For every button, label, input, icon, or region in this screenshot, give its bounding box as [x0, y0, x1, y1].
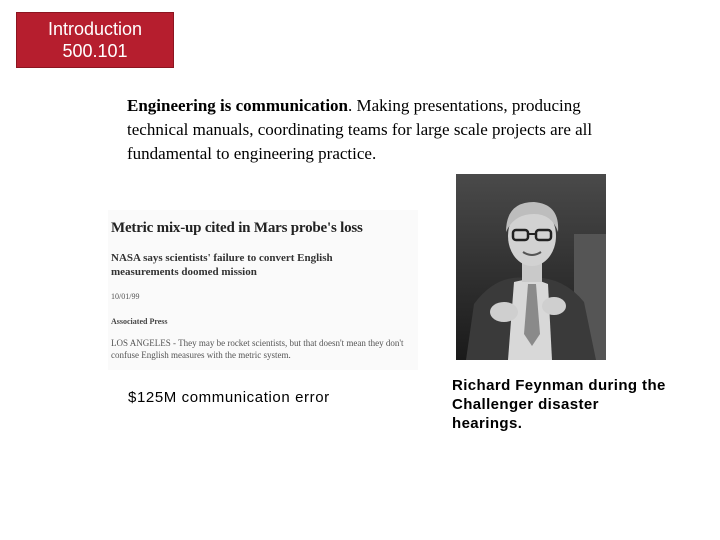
intro-bold: Engineering is communication — [127, 96, 349, 115]
person-photo-icon — [456, 174, 606, 360]
intro-paragraph — [127, 94, 607, 166]
clipping-source: Associated Press — [111, 317, 168, 326]
clipping-body: LOS ANGELES - They may be rocket scientists, but that doesn't mean they don't confuse English measures with the metric system. — [111, 338, 404, 360]
feynman-photo — [456, 174, 606, 360]
left-caption: $125M communication error — [128, 389, 330, 406]
right-caption: Richard Feynman during the Challenger disaster hearings. — [452, 377, 666, 432]
clipping-date: 10/01/99 — [111, 292, 140, 301]
clipping-subheadline: NASA says scientists' failure to convert English measurements doomed mission — [111, 252, 333, 278]
intro-rest: . Making presentations, producing technical manuals, coordinating teams for large scale projects are all fundamental to engineering practice. — [127, 96, 593, 163]
clipping-headline: Metric mix-up cited in Mars probe's loss — [111, 220, 363, 236]
title-line-2: 500.101 — [62, 41, 128, 61]
title-box — [16, 12, 174, 68]
newspaper-clipping — [108, 210, 418, 370]
title-line-1: Introduction — [47, 19, 143, 39]
